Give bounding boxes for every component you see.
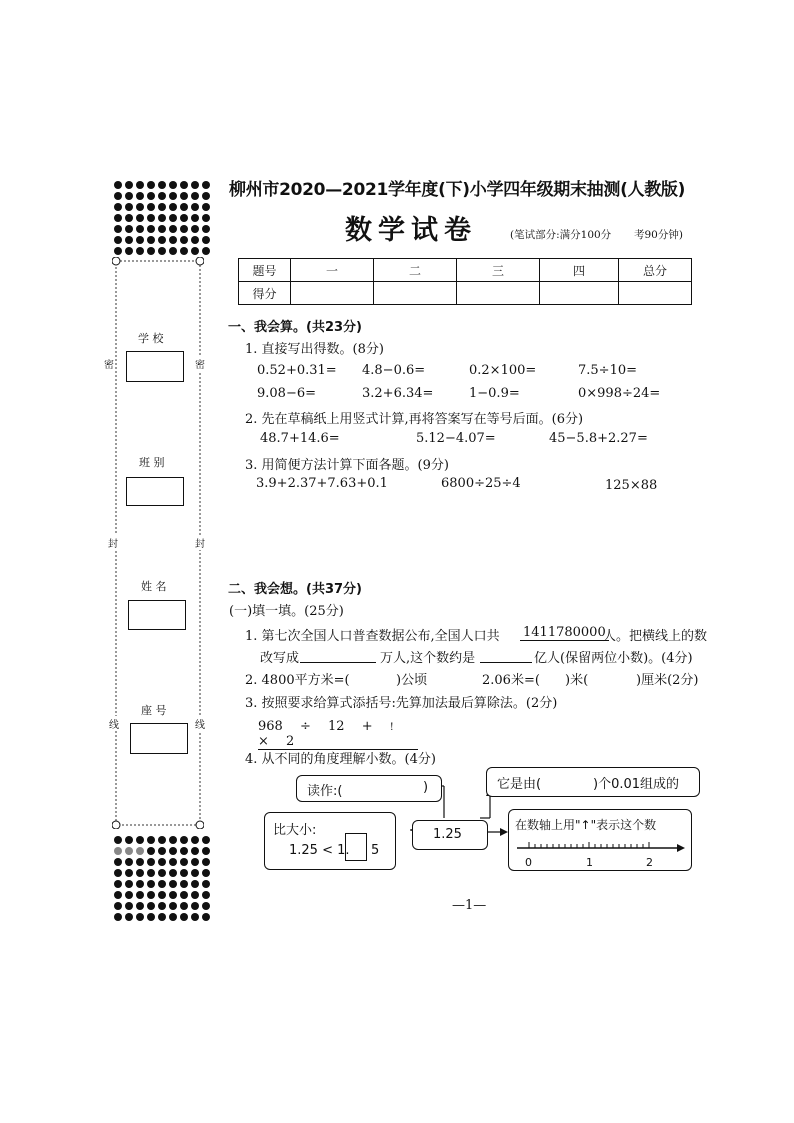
simple-calc-item: 3.9+2.37+7.63+0.1 bbox=[256, 476, 388, 491]
decor-dot bbox=[191, 203, 199, 211]
decor-dot bbox=[147, 858, 155, 866]
score-table-header: 三 bbox=[457, 259, 540, 282]
s2-q2-text: )米( bbox=[565, 673, 589, 688]
decor-dot bbox=[158, 836, 166, 844]
decor-dot bbox=[147, 836, 155, 844]
decor-dot bbox=[125, 203, 133, 211]
score-table-header: 总分 bbox=[619, 259, 692, 282]
decor-dot bbox=[202, 181, 210, 189]
decor-dot bbox=[114, 181, 122, 189]
decor-dot bbox=[169, 214, 177, 222]
decor-dot bbox=[136, 836, 144, 844]
number-line[interactable] bbox=[515, 840, 687, 860]
decor-dot bbox=[191, 858, 199, 866]
decor-dot bbox=[114, 214, 122, 222]
decor-dot bbox=[180, 858, 188, 866]
decor-dot bbox=[158, 203, 166, 211]
exam-note: (笔试部分:满分100分 bbox=[510, 229, 612, 241]
compose-text-b: )个0.01组成的 bbox=[593, 777, 680, 792]
name-label: 姓 名 bbox=[141, 580, 167, 593]
decor-dot bbox=[180, 214, 188, 222]
decor-dot bbox=[136, 858, 144, 866]
decor-dot bbox=[147, 869, 155, 877]
decor-dot bbox=[169, 847, 177, 855]
decor-dot bbox=[202, 203, 210, 211]
calc-item: 4.8−0.6= bbox=[362, 363, 426, 378]
center-number-box bbox=[412, 820, 488, 850]
decor-dot bbox=[147, 902, 155, 910]
decor-dot bbox=[158, 902, 166, 910]
decor-dot bbox=[191, 847, 199, 855]
decor-dot bbox=[158, 192, 166, 200]
seal-mi-left: 密 bbox=[104, 356, 114, 371]
decor-dot bbox=[147, 880, 155, 888]
decor-dot bbox=[114, 858, 122, 866]
seal-feng-right: 封 bbox=[195, 535, 205, 550]
decor-dot bbox=[125, 858, 133, 866]
decor-dot bbox=[158, 225, 166, 233]
decor-dot bbox=[158, 869, 166, 877]
score-table bbox=[238, 258, 692, 305]
class-label: 班 别 bbox=[139, 456, 165, 469]
decor-dot bbox=[136, 203, 144, 211]
expr-token: ÷ bbox=[299, 719, 311, 734]
decor-dot bbox=[125, 902, 133, 910]
decor-dot bbox=[169, 181, 177, 189]
calc-item: 0×998÷24= bbox=[578, 386, 661, 401]
axis-tick-label: 0 bbox=[525, 856, 532, 869]
decor-dot bbox=[180, 225, 188, 233]
s2-q1-text: 1. 第七次全国人口普查数据公布,全国人口共 bbox=[245, 629, 500, 644]
decor-dot bbox=[169, 891, 177, 899]
decor-dot bbox=[202, 847, 210, 855]
decor-dot bbox=[169, 203, 177, 211]
decor-dot bbox=[158, 236, 166, 244]
seal-feng-left: 封 bbox=[108, 535, 118, 550]
decor-dot bbox=[114, 913, 122, 921]
decor-dot bbox=[202, 902, 210, 910]
decor-dot bbox=[136, 902, 144, 910]
decor-dot bbox=[125, 236, 133, 244]
page-number: —1— bbox=[452, 898, 487, 913]
decor-dot bbox=[125, 214, 133, 222]
part1-title: (一)填一填。(25分) bbox=[229, 604, 344, 619]
decor-dot bbox=[202, 236, 210, 244]
q1-title: 1. 直接写出得数。(8分) bbox=[245, 342, 384, 357]
decor-dot bbox=[180, 236, 188, 244]
decor-dot bbox=[125, 225, 133, 233]
decor-dot bbox=[180, 913, 188, 921]
compare-left: 1.25 < 1. bbox=[289, 843, 350, 858]
number-line-box bbox=[508, 809, 692, 871]
compare-box bbox=[264, 812, 396, 870]
calc-item: 9.08−6= bbox=[257, 386, 317, 401]
decor-dot bbox=[114, 902, 122, 910]
exam-time: 考90分钟) bbox=[634, 229, 683, 241]
q3-title: 3. 用简便方法计算下面各题。(9分) bbox=[245, 458, 449, 473]
decor-dot bbox=[180, 880, 188, 888]
read-box[interactable] bbox=[296, 775, 442, 802]
decor-dot bbox=[136, 880, 144, 888]
decor-dot bbox=[158, 858, 166, 866]
decor-dot bbox=[114, 847, 122, 855]
decor-dot bbox=[191, 836, 199, 844]
decor-dot bbox=[136, 247, 144, 255]
calc-item: 0.2×100= bbox=[469, 363, 537, 378]
decor-dot bbox=[125, 869, 133, 877]
decor-dot bbox=[169, 192, 177, 200]
expr-token: 12 bbox=[328, 719, 345, 734]
decor-dot bbox=[147, 181, 155, 189]
s2-q2-text: 2. 4800平方米=( bbox=[245, 673, 350, 688]
bottom-dot-pattern bbox=[114, 836, 210, 921]
decor-dot bbox=[114, 891, 122, 899]
decor-dot bbox=[202, 192, 210, 200]
decor-dot bbox=[114, 869, 122, 877]
decor-dot bbox=[202, 214, 210, 222]
score-table-header: 一 bbox=[291, 259, 374, 282]
decor-dot bbox=[169, 836, 177, 844]
decor-dot bbox=[158, 891, 166, 899]
decor-dot bbox=[180, 836, 188, 844]
s2-q2-text: 2.06米=( bbox=[482, 673, 540, 688]
decor-dot bbox=[114, 880, 122, 888]
axis-instruction: 在数轴上用"↑"表示这个数 bbox=[515, 818, 657, 832]
decor-dot bbox=[114, 203, 122, 211]
q2-title: 2. 先在草稿纸上用竖式计算,再将答案写在等号后面。(6分) bbox=[245, 412, 584, 427]
seat-label: 座 号 bbox=[141, 704, 167, 717]
score-cell[interactable] bbox=[540, 282, 619, 305]
decor-dot bbox=[125, 836, 133, 844]
decor-dot bbox=[191, 225, 199, 233]
score-table-header: 二 bbox=[374, 259, 457, 282]
decor-dot bbox=[202, 880, 210, 888]
decor-dot bbox=[180, 247, 188, 255]
seal-xian-right: 线 bbox=[195, 716, 205, 731]
decor-dot bbox=[180, 181, 188, 189]
decor-dot bbox=[136, 236, 144, 244]
decor-dot bbox=[169, 247, 177, 255]
decor-dot bbox=[114, 236, 122, 244]
decor-dot bbox=[147, 847, 155, 855]
decor-dot bbox=[158, 214, 166, 222]
calc-item: 3.2+6.34= bbox=[362, 386, 434, 401]
calc-item: 7.5÷10= bbox=[578, 363, 638, 378]
decor-dot bbox=[191, 214, 199, 222]
expr-token: 2 bbox=[286, 734, 295, 749]
decor-dot bbox=[202, 247, 210, 255]
decor-dot bbox=[114, 836, 122, 844]
bracket-expression[interactable] bbox=[258, 719, 418, 750]
vertical-calc-item: 45−5.8+2.27= bbox=[549, 431, 648, 446]
s2-q2-text: )厘米(2分) bbox=[636, 673, 699, 688]
decor-dot bbox=[125, 192, 133, 200]
decor-dot bbox=[191, 891, 199, 899]
vertical-calc-item: 5.12−4.07= bbox=[416, 431, 496, 446]
decor-dot bbox=[202, 891, 210, 899]
s2-q1-text: 万人,这个数约是 bbox=[380, 651, 476, 666]
school-field[interactable] bbox=[126, 351, 184, 382]
decor-dot bbox=[147, 192, 155, 200]
s2-q1-text: 亿人(保留两位小数)。(4分) bbox=[534, 651, 693, 666]
decor-dot bbox=[136, 847, 144, 855]
name-field[interactable] bbox=[128, 600, 186, 630]
decor-dot bbox=[125, 891, 133, 899]
s2-q4-title: 4. 从不同的角度理解小数。(4分) bbox=[245, 752, 436, 767]
vertical-calc-item: 48.7+14.6= bbox=[260, 431, 340, 446]
decor-dot bbox=[125, 247, 133, 255]
decor-dot bbox=[169, 880, 177, 888]
decor-dot bbox=[180, 847, 188, 855]
expr-token: 968 bbox=[258, 719, 283, 734]
decor-dot bbox=[114, 225, 122, 233]
decor-dot bbox=[147, 247, 155, 255]
calc-item: 0.52+0.31= bbox=[257, 363, 337, 378]
s2-q1-text: 人。把横线上的数 bbox=[603, 629, 708, 644]
decor-dot bbox=[202, 869, 210, 877]
exam-subtitle: 数学试卷 bbox=[345, 215, 477, 246]
decor-dot bbox=[136, 192, 144, 200]
decor-dot bbox=[191, 247, 199, 255]
decor-dot bbox=[125, 880, 133, 888]
decor-dot bbox=[191, 869, 199, 877]
decor-dot bbox=[180, 192, 188, 200]
decor-dot bbox=[180, 203, 188, 211]
decor-dot bbox=[158, 847, 166, 855]
decor-dot bbox=[125, 847, 133, 855]
decor-dot bbox=[191, 236, 199, 244]
compare-answer-box[interactable] bbox=[345, 833, 367, 861]
decor-dot bbox=[158, 181, 166, 189]
score-cell[interactable] bbox=[457, 282, 540, 305]
decor-dot bbox=[136, 891, 144, 899]
wan-answer-blank[interactable] bbox=[300, 662, 376, 663]
decor-dot bbox=[158, 247, 166, 255]
decor-dot bbox=[147, 236, 155, 244]
center-number: 1.25 bbox=[433, 827, 462, 842]
composition-box[interactable] bbox=[486, 767, 700, 797]
decor-dot bbox=[169, 902, 177, 910]
decor-dot bbox=[114, 192, 122, 200]
decor-dot bbox=[169, 869, 177, 877]
decor-dot bbox=[169, 858, 177, 866]
compare-title: 比大小: bbox=[273, 823, 317, 838]
decor-dot bbox=[180, 869, 188, 877]
decor-dot bbox=[191, 913, 199, 921]
decor-dot bbox=[191, 902, 199, 910]
seal-xian-left: 线 bbox=[109, 716, 119, 731]
simple-calc-item: 6800÷25÷4 bbox=[441, 476, 521, 491]
score-table-header: 题号 bbox=[239, 259, 291, 282]
seat-field[interactable] bbox=[130, 723, 188, 754]
read-label: 读作:( bbox=[307, 784, 343, 799]
calc-item: 1−0.9= bbox=[469, 386, 520, 401]
decor-dot bbox=[114, 247, 122, 255]
top-dot-pattern bbox=[114, 181, 210, 255]
expr-token: × bbox=[258, 734, 269, 749]
decor-dot bbox=[147, 913, 155, 921]
decor-dot bbox=[158, 913, 166, 921]
decor-dot bbox=[158, 880, 166, 888]
axis-tick-label: 2 bbox=[646, 856, 653, 869]
axis-tick-label: 1 bbox=[586, 856, 593, 869]
decor-dot bbox=[125, 181, 133, 189]
decor-dot bbox=[191, 192, 199, 200]
decor-dot bbox=[136, 869, 144, 877]
decor-dot bbox=[202, 225, 210, 233]
exam-title: 柳州市2020—2021学年度(下)小学四年级期末抽测(人教版) bbox=[229, 180, 686, 200]
yi-answer-blank[interactable] bbox=[480, 662, 532, 663]
decor-dot bbox=[136, 181, 144, 189]
compose-text-a: 它是由( bbox=[497, 777, 542, 792]
decor-dot bbox=[191, 181, 199, 189]
decor-dot bbox=[147, 891, 155, 899]
decor-dot bbox=[125, 913, 133, 921]
decor-dot bbox=[169, 913, 177, 921]
score-table-header: 四 bbox=[540, 259, 619, 282]
population-number: 1411780000 bbox=[520, 625, 609, 641]
score-row-label: 得分 bbox=[239, 282, 291, 305]
score-cell[interactable] bbox=[374, 282, 457, 305]
decor-dot bbox=[180, 902, 188, 910]
decor-dot bbox=[136, 913, 144, 921]
school-label: 学 校 bbox=[138, 332, 164, 345]
decor-dot bbox=[147, 203, 155, 211]
score-cell[interactable] bbox=[619, 282, 692, 305]
section2-title: 二、我会想。(共37分) bbox=[228, 582, 362, 597]
read-paren: ) bbox=[423, 780, 429, 795]
decor-dot bbox=[180, 891, 188, 899]
decor-dot bbox=[147, 225, 155, 233]
decor-dot bbox=[169, 225, 177, 233]
expr-token: + bbox=[361, 719, 373, 734]
s2-q2-text: )公顷 bbox=[396, 673, 428, 688]
compare-right: 5 bbox=[371, 843, 380, 858]
s2-q3-title: 3. 按照要求给算式添括号:先算加法最后算除法。(2分) bbox=[245, 696, 558, 711]
simple-calc-item: 125×88 bbox=[605, 478, 658, 493]
seal-mi-right: 密 bbox=[195, 356, 205, 371]
decor-dot bbox=[169, 236, 177, 244]
section1-title: 一、我会算。(共23分) bbox=[228, 320, 362, 335]
decor-dot bbox=[202, 858, 210, 866]
expr-token: ! bbox=[389, 722, 394, 733]
decor-dot bbox=[202, 836, 210, 844]
decor-dot bbox=[136, 225, 144, 233]
decor-dot bbox=[136, 214, 144, 222]
s2-q1-text: 改写成 bbox=[260, 651, 300, 666]
score-cell[interactable] bbox=[291, 282, 374, 305]
class-field[interactable] bbox=[126, 477, 184, 506]
decor-dot bbox=[191, 880, 199, 888]
decor-dot bbox=[147, 214, 155, 222]
decor-dot bbox=[202, 913, 210, 921]
